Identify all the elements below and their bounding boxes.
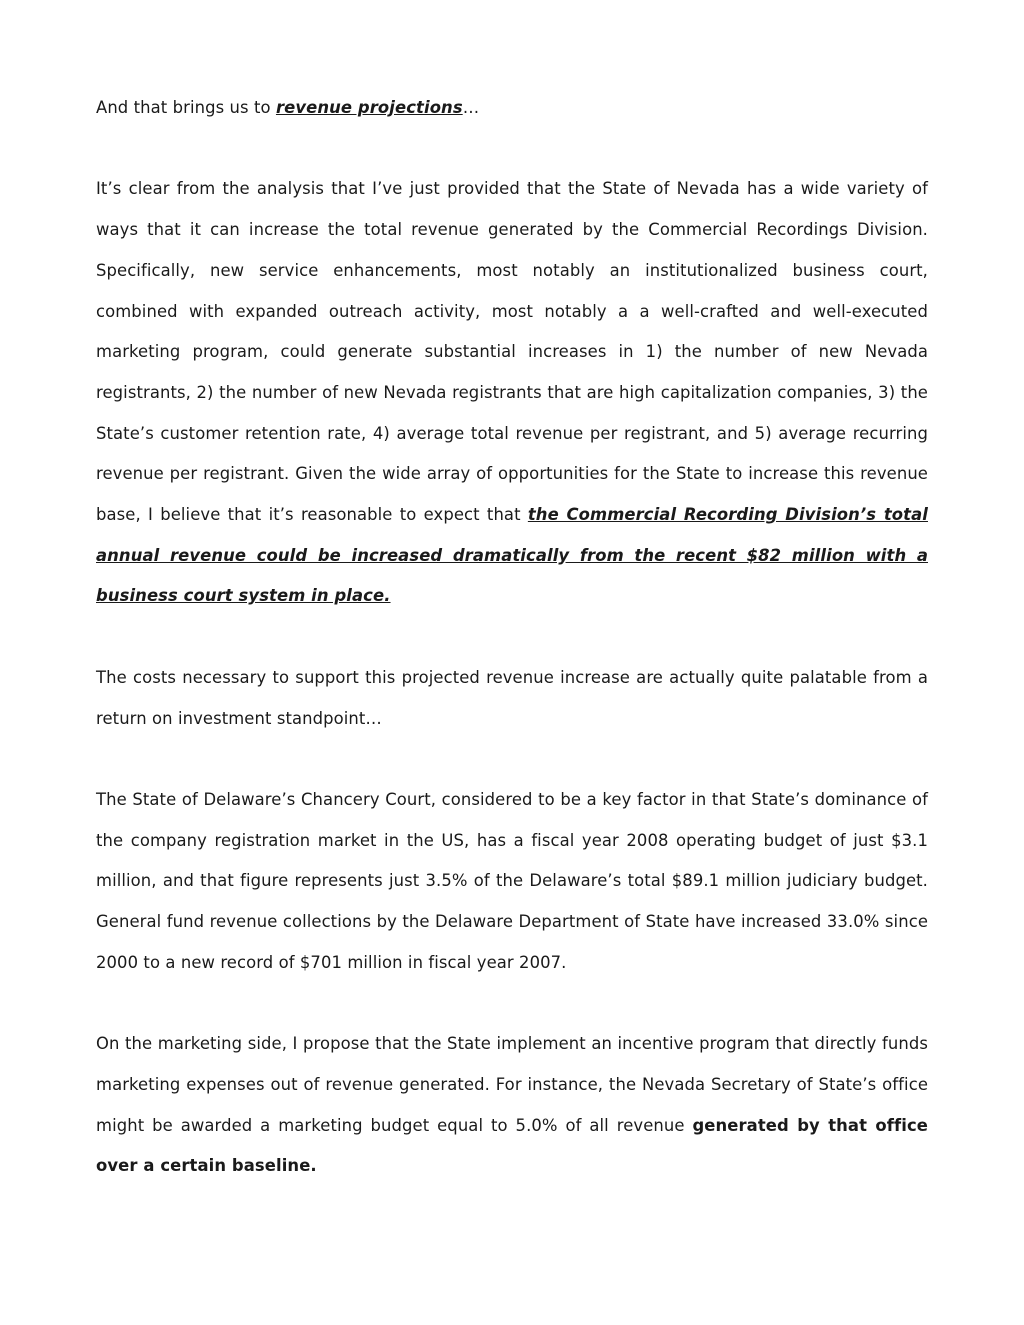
intro-emphasis: revenue projections <box>275 98 463 117</box>
paragraph-costs <box>96 658 928 739</box>
paragraph-3-text: The State of Delaware’s Chancery Court, considered to be a key factor in that State’s dominance of the company registration market in the US, has a fiscal year 2008 operating budget of just $3.1 million, and that figure represents just 3.5% of the Delaware’s total $89.1 million judiciary budget. General fund revenue collections by the Delaware Department of State have increased 33.0% since 2000 to a new record of $701 million in fiscal year 2007. <box>96 789 928 972</box>
paragraph-4-text: On the marketing side, I propose that the State implement an incentive program that directly funds marketing expenses out of revenue generated. For instance, the Nevada Secretary of State’s office might be awarded a marketing budget equal to 5.0% of all revenue <box>96 1034 928 1135</box>
intro-text: And that brings us to <box>96 98 276 117</box>
intro-ellipsis: … <box>462 98 480 117</box>
paragraph-marketing <box>96 1024 928 1187</box>
intro-line <box>96 88 928 129</box>
paragraph-revenue-analysis <box>96 169 928 617</box>
paragraph-2-text: The costs necessary to support this projected revenue increase are actually quite palatable from a return on investment standpoint… <box>96 667 928 728</box>
document-page <box>96 88 928 1228</box>
paragraph-1-text: It’s clear from the analysis that I’ve just provided that the State of Nevada has a wide variety of ways that it can increase the total revenue generated by the Commercial Recordings Division. Specifically, new service enhancements, most notably an institutionalized business court, combined with expanded outreach activity, most notably a a well-crafted and well-executed marketing program, could generate substantial increases in 1) the number of new Nevada registrants, 2) the number of new Nevada registrants that are high capitalization companies, 3) the State’s customer retention rate, 4) average total revenue per registrant, and 5) average recurring revenue per registrant. Given the wide array of opportunities for the State to increase this revenue base, I believe that it’s reasonable to expect that <box>96 179 928 525</box>
paragraph-delaware <box>96 780 928 984</box>
paragraph-4-emphasis: generated by that office over a certain baseline. <box>96 1115 928 1176</box>
paragraph-1-emphasis: the Commercial Recording Division’s total annual revenue could be increased dramatically from the recent $82 million with a business court system in place. <box>96 505 928 606</box>
